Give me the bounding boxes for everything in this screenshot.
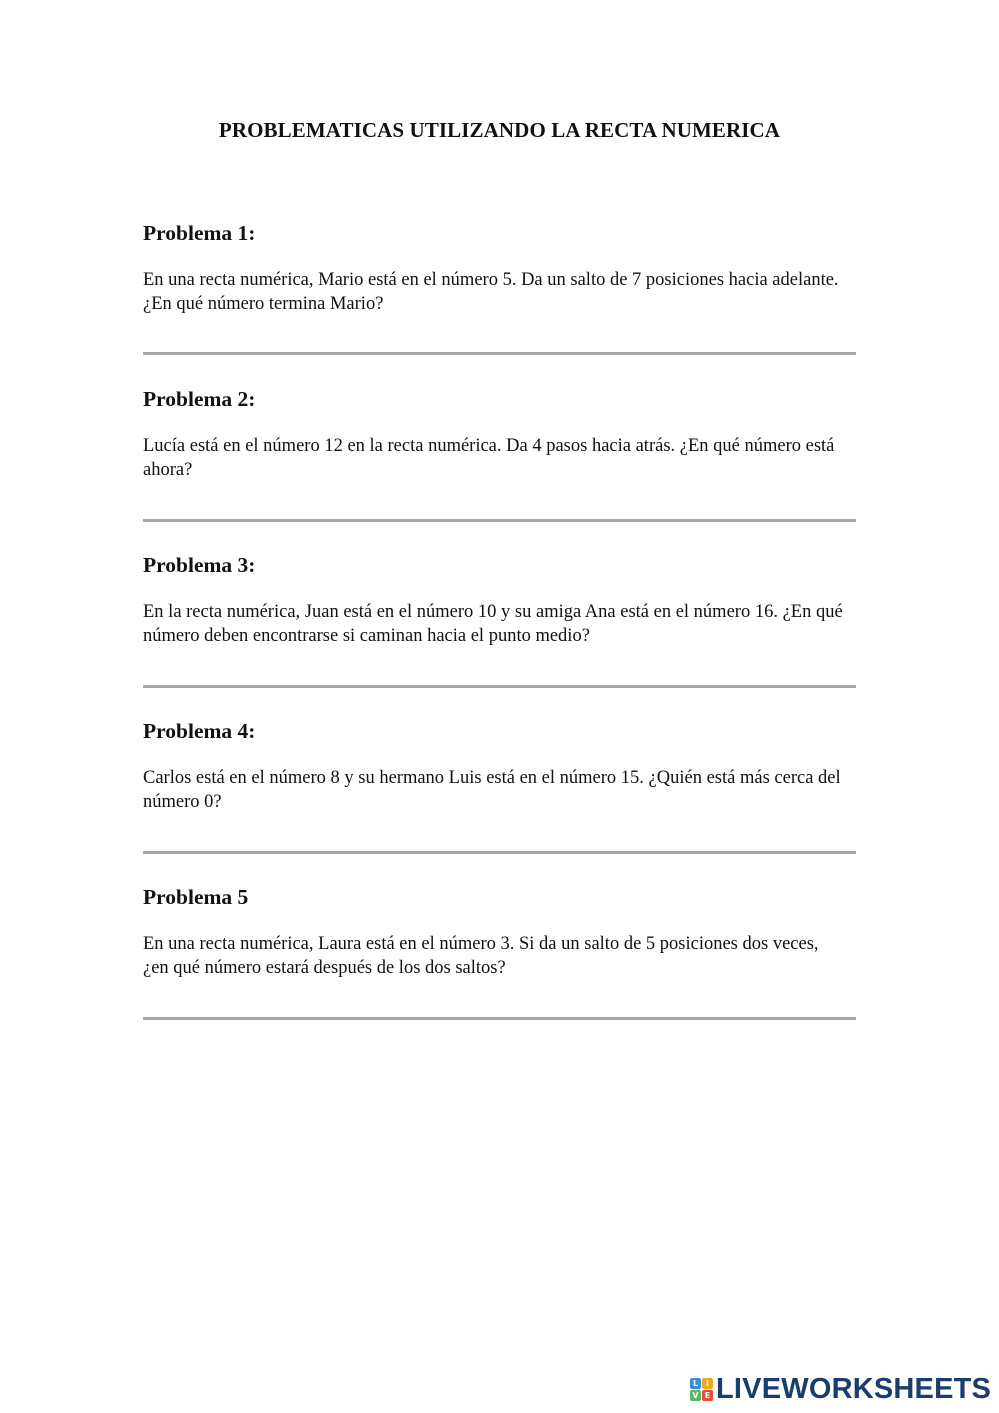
- answer-line-1[interactable]: [143, 352, 856, 355]
- problem-heading: Problema 2:: [143, 387, 256, 411]
- liveworksheets-logo: [690, 1372, 991, 1406]
- logo-blocks-icon: [690, 1378, 713, 1401]
- problem-5: [143, 883, 856, 980]
- logo-block: I: [702, 1378, 713, 1389]
- logo-block: E: [702, 1390, 713, 1401]
- logo-text: LIVEWORKSHEETS: [716, 1372, 992, 1405]
- logo-block: V: [690, 1390, 701, 1401]
- logo-block: L: [690, 1378, 701, 1389]
- problem-1: [143, 219, 856, 316]
- answer-line-5[interactable]: [143, 1017, 856, 1020]
- problem-text: En una recta numérica, Mario está en el número 5. Da un salto de 7 posiciones hacia adelante. ¿En qué número termina Mario?: [143, 270, 839, 314]
- problem-heading: Problema 4:: [143, 719, 256, 743]
- problem-text: En la recta numérica, Juan está en el número 10 y su amiga Ana está en el número 16. ¿En qué número deben encontrarse si caminan hacia el punto medio?: [143, 602, 843, 646]
- problem-text: En una recta numérica, Laura está en el número 3. Si da un salto de 5 posiciones dos veces, ¿en qué número estará después de los dos saltos?: [143, 934, 819, 978]
- problem-heading: Problema 5: [143, 885, 249, 909]
- problem-heading: Problema 3:: [143, 553, 256, 577]
- page-title: PROBLEMATICAS UTILIZANDO LA RECTA NUMERICA: [218, 118, 781, 142]
- answer-line-4[interactable]: [143, 851, 856, 854]
- problem-heading: Problema 1:: [143, 221, 256, 245]
- problem-text: Lucía está en el número 12 en la recta numérica. Da 4 pasos hacia atrás. ¿En qué número está ahora?: [143, 436, 835, 480]
- problem-4: [143, 717, 856, 814]
- answer-line-2[interactable]: [143, 519, 856, 522]
- problem-3: [143, 551, 856, 648]
- problem-text: Carlos está en el número 8 y su hermano Luis está en el número 15. ¿Quién está más cerca del número 0?: [143, 768, 841, 812]
- answer-line-3[interactable]: [143, 685, 856, 688]
- problem-2: [143, 385, 856, 482]
